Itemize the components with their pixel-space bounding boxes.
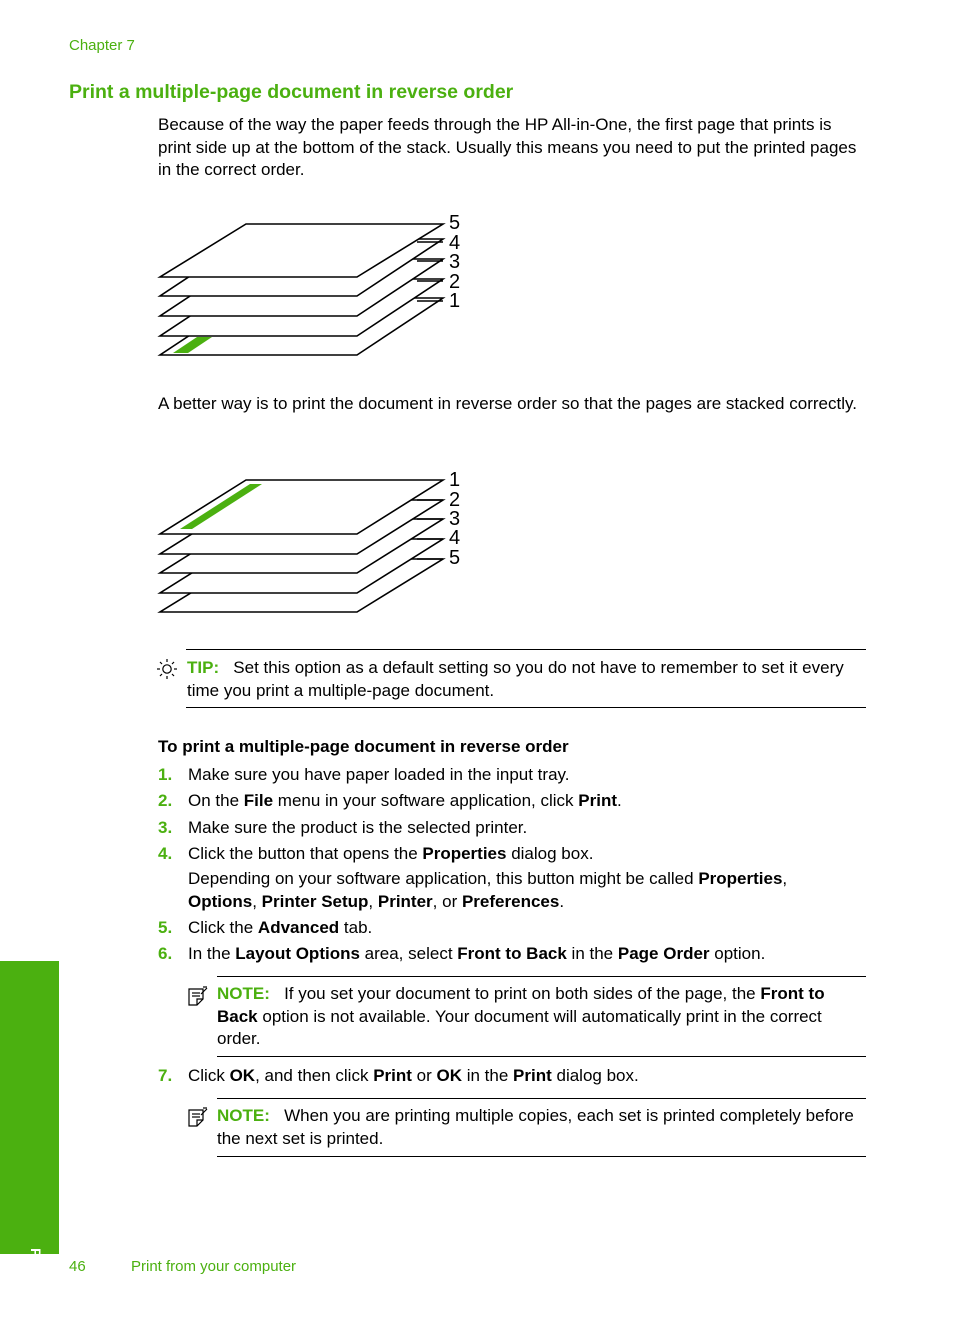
stack-diagram-correct bbox=[155, 467, 475, 617]
step-number: 2. bbox=[158, 791, 173, 810]
tip-label: TIP: bbox=[187, 658, 220, 677]
note-icon bbox=[187, 1106, 209, 1133]
step-text: Click the Advanced tab. bbox=[188, 918, 373, 937]
step-text: Make sure you have paper loaded in the input tray. bbox=[188, 765, 570, 784]
step-number: 5. bbox=[158, 918, 173, 937]
footer-title: Print from your computer bbox=[131, 1258, 297, 1275]
step-number: 1. bbox=[158, 765, 173, 784]
step-number: 7. bbox=[158, 1066, 173, 1085]
page-label: 1 bbox=[449, 469, 461, 491]
note1-rule-top bbox=[217, 976, 866, 977]
step-number: 3. bbox=[158, 818, 173, 837]
better-way-paragraph: A better way is to print the document in reverse order so that the pages are stacked correctly. bbox=[158, 394, 857, 413]
note-label: NOTE: bbox=[217, 1106, 270, 1125]
page-label: 2 bbox=[449, 271, 461, 293]
note1-text: NOTE: If you set your document to print on both sides of the page, the Front to Back option is not available. Your document will automatically print in the correct order. bbox=[217, 984, 825, 1048]
note2-rule-top bbox=[217, 1098, 866, 1099]
side-tab bbox=[0, 961, 59, 1254]
figure-correct-order bbox=[155, 467, 475, 622]
step-4-detail: Depending on your software application, this button might be called Properties, Options, Printer Setup, Printer, or Preferences. bbox=[188, 869, 788, 911]
page-label: 2 bbox=[449, 489, 461, 511]
page-label: 4 bbox=[449, 527, 461, 549]
step-number: 6. bbox=[158, 944, 173, 963]
tip-rule-top bbox=[186, 649, 866, 650]
tip-body: Set this option as a default setting so you do not have to remember to set it every time you print a multiple-page document. bbox=[187, 658, 844, 700]
page-label: 5 bbox=[449, 212, 461, 234]
page-label: 3 bbox=[449, 251, 461, 273]
page-label: 3 bbox=[449, 508, 461, 530]
tip-rule-bottom bbox=[186, 707, 866, 708]
note2-rule-bottom bbox=[217, 1156, 866, 1157]
procedure-title: To print a multiple-page document in reverse order bbox=[158, 737, 569, 756]
section-title: Print a multiple-page document in reverse order bbox=[69, 81, 514, 103]
page-label: 4 bbox=[449, 232, 461, 254]
tip-text bbox=[187, 657, 867, 702]
chapter-header: Chapter 7 bbox=[69, 37, 135, 54]
side-tab-label: Print bbox=[28, 1248, 44, 1280]
note-icon bbox=[187, 985, 209, 1012]
step-text: Click OK, and then click Print or OK in the Print dialog box. bbox=[188, 1066, 639, 1085]
step-text: Click the button that opens the Properties dialog box. bbox=[188, 844, 594, 863]
stack-diagram-wrong bbox=[155, 210, 475, 360]
page-label: 5 bbox=[449, 547, 461, 569]
step-number: 4. bbox=[158, 844, 173, 863]
page-label: 1 bbox=[449, 290, 461, 312]
intro-paragraph: Because of the way the paper feeds through the HP All-in-One, the first page that prints is print side up at the bottom of the stack. Usually this means you need to put the printed pages in the correct order. bbox=[158, 115, 857, 179]
step-text: In the Layout Options area, select Front to Back in the Page Order option. bbox=[188, 944, 766, 963]
page-number: 46 bbox=[69, 1258, 86, 1275]
step-text: Make sure the product is the selected printer. bbox=[188, 818, 528, 837]
step-text: On the File menu in your software application, click Print. bbox=[188, 791, 622, 810]
note1-rule-bottom bbox=[217, 1056, 866, 1057]
lightbulb-icon bbox=[156, 658, 178, 685]
note-label: NOTE: bbox=[217, 984, 270, 1003]
note2-text: NOTE: When you are printing multiple copies, each set is printed completely before the next set is printed. bbox=[217, 1106, 854, 1148]
figure-wrong-order bbox=[155, 210, 475, 365]
